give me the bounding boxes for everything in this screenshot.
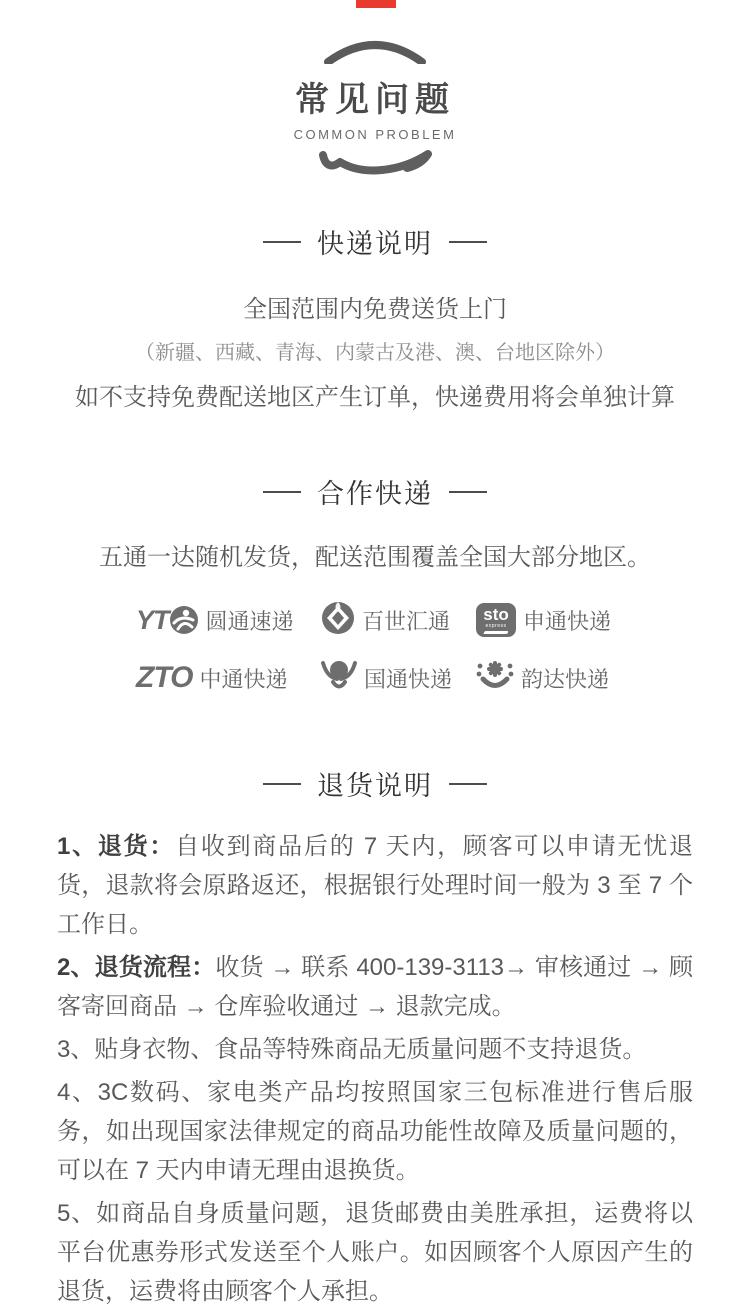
page-title: 常见问题 xyxy=(295,81,455,119)
heading-dash-right xyxy=(449,491,487,493)
yto-logo-icon: YT xyxy=(136,605,199,636)
top-red-marker xyxy=(356,0,396,8)
courier-item-yto xyxy=(136,600,304,640)
courier-label: 中通快递 xyxy=(199,666,288,692)
shipping-extra-fee-text: 如不支持免费配送地区产生订单，快递费用将会单独计算 xyxy=(75,384,675,411)
heading-dash-right xyxy=(449,783,487,785)
returns-item-4 xyxy=(57,1073,693,1190)
courier-label: 韵达快递 xyxy=(521,666,610,692)
returns-item-text: 自收到商品后的 7 天内，顾客可以申请无忧退货，退款将会原路返还，根据银行处理时间一般为 3 至 7 个工作日。 xyxy=(57,833,693,938)
courier-item-yunda xyxy=(476,658,614,698)
returns-heading xyxy=(0,764,750,803)
shipping-heading-text: 快递说明 xyxy=(317,229,433,259)
returns-policy-list xyxy=(57,827,693,1311)
shipping-excluded-regions-text: （新疆、西藏、青海、内蒙古及港、澳、台地区除外） xyxy=(135,342,615,364)
header-top-arc-icon xyxy=(323,38,427,64)
heading-dash-left xyxy=(263,491,301,493)
heading-dash-left xyxy=(263,241,301,243)
returns-item-lead: 1、退货： xyxy=(57,833,176,860)
yunda-logo-icon xyxy=(476,659,514,698)
returns-item-text: 收货 → 联系 400-139-3113→ 审核通过 → 顾客寄回商品 → 仓库验收通过 → 退款完成。 xyxy=(57,954,693,1020)
shipping-free-delivery-text: 全国范围内免费送货上门 xyxy=(243,296,507,323)
returns-item-1 xyxy=(57,827,693,944)
courier-label: 圆通速递 xyxy=(205,608,294,634)
courier-item-best xyxy=(321,600,459,640)
page-subtitle: COMMON PROBLEM xyxy=(293,127,457,142)
best-logo-icon xyxy=(321,601,355,640)
returns-section xyxy=(0,764,750,1311)
faq-header xyxy=(0,0,750,178)
zto-logo-icon: ZTO xyxy=(136,661,193,694)
courier-label: 申通快递 xyxy=(523,608,612,634)
couriers-intro-text: 五通一达随机发货，配送范围覆盖全国大部分地区。 xyxy=(99,544,651,571)
returns-item-text: 5、如商品自身质量问题，退货邮费由美胜承担，运费将以平台优惠券形式发送至个人账户。如因顾客个人原因产生的退货，运费将由顾客个人承担。 xyxy=(57,1200,693,1305)
couriers-section xyxy=(0,472,750,698)
returns-item-3 xyxy=(57,1030,693,1069)
sto-swoosh xyxy=(483,631,508,634)
couriers-heading xyxy=(0,472,750,511)
returns-heading-text: 退货说明 xyxy=(317,771,433,801)
returns-item-5 xyxy=(57,1194,693,1311)
returns-item-text: 3、贴身衣物、食品等特殊商品无质量问题不支持退货。 xyxy=(57,1036,647,1063)
couriers-heading-text: 合作快递 xyxy=(317,479,433,509)
returns-item-lead: 2、退货流程： xyxy=(57,954,216,981)
courier-logo-grid xyxy=(136,600,614,698)
header-bottom-swoosh-icon xyxy=(315,148,435,178)
guotong-logo-icon xyxy=(321,659,357,698)
heading-dash-left xyxy=(263,783,301,785)
returns-item-text: 4、3C数码、家电类产品均按照国家三包标准进行售后服务，如出现国家法律规定的商品功能性故障及质量问题的，可以在 7 天内申请无理由退换货。 xyxy=(57,1079,693,1184)
courier-item-sto xyxy=(476,600,614,640)
courier-label: 国通快递 xyxy=(364,666,453,692)
shipping-heading xyxy=(0,222,750,261)
shipping-section xyxy=(0,222,750,412)
returns-item-2 xyxy=(57,948,693,1026)
sto-logo-icon: sto express xyxy=(476,603,516,637)
courier-item-zto xyxy=(136,658,304,698)
heading-dash-right xyxy=(449,241,487,243)
courier-item-guotong xyxy=(321,658,459,698)
courier-label: 百世汇通 xyxy=(362,608,451,634)
